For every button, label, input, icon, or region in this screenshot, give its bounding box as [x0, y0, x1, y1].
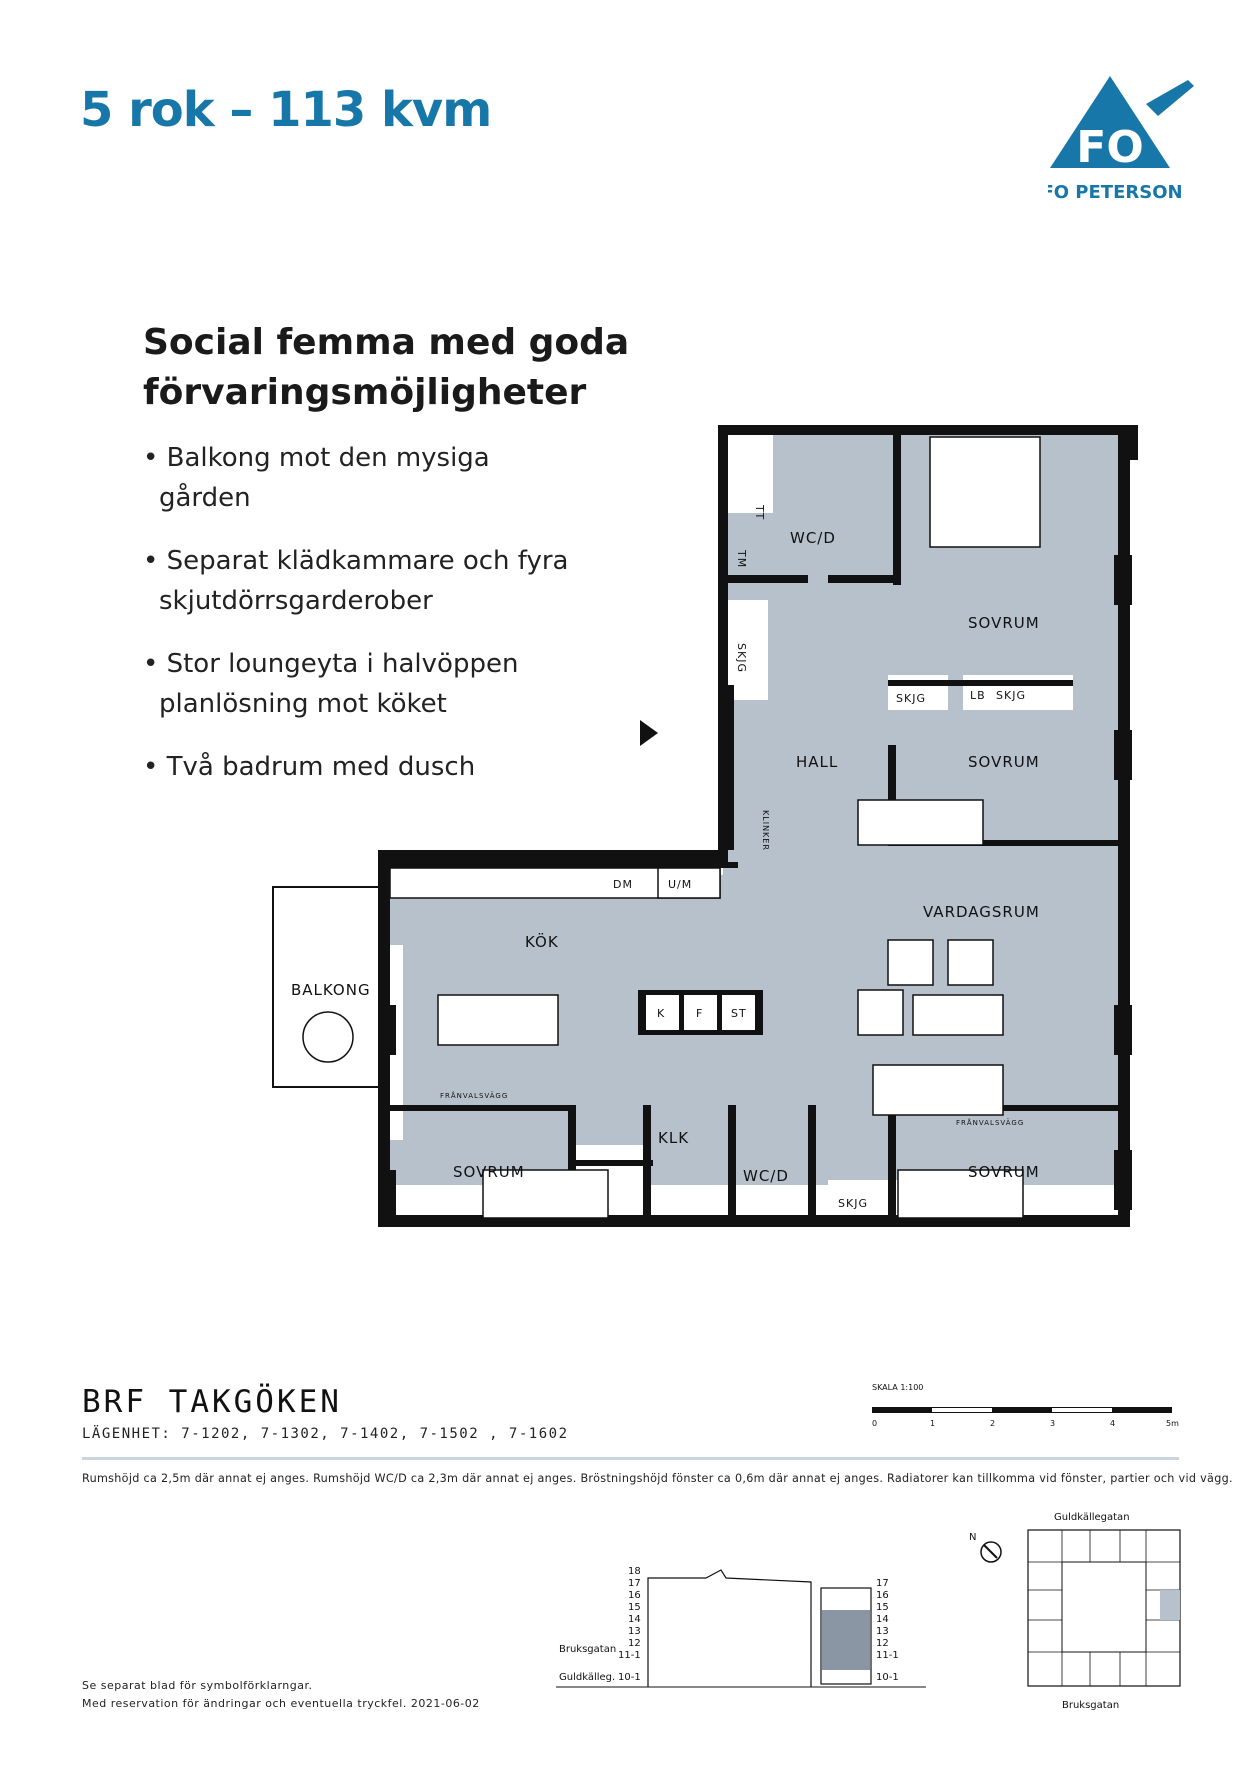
feature-item: • Stor loungeyta i halvöppen planlösning mot köket [143, 644, 583, 724]
street-bruksgatan: Bruksgatan [559, 1644, 617, 1655]
label-f: F [696, 1007, 704, 1020]
floor-right: 12 [876, 1638, 889, 1649]
label-tt: TT [753, 505, 766, 521]
label-sovrum-br: SOVRUM [968, 1163, 1040, 1181]
floor-left: 10-1 [618, 1672, 641, 1683]
scale-tick: 4 [1110, 1419, 1116, 1428]
feature-item: • Separat klädkammare och fyra skjutdörrsgarderober [143, 541, 583, 621]
label-franvalsvagg-left: FRÅNVALSVÄGG [440, 1092, 509, 1100]
label-um: U/M [668, 878, 693, 891]
floor-right: 13 [876, 1626, 889, 1637]
feature-item: • Balkong mot den mysiga gården [143, 438, 583, 518]
floor-left: 12 [628, 1638, 641, 1649]
floor-left: 14 [628, 1614, 641, 1625]
logo-letters: FO [1076, 122, 1144, 173]
label-skjg-bottom: SKJG [838, 1197, 868, 1210]
scale-tick: 1 [930, 1419, 936, 1428]
scale-tick: 5m [1166, 1419, 1179, 1428]
subtitle-line-1: Social femma med goda [143, 322, 630, 363]
scale-tick: 0 [872, 1419, 878, 1428]
floor-plan [268, 415, 1138, 1285]
page-subtitle [143, 318, 703, 418]
scale-tick: 2 [990, 1419, 996, 1428]
footer-notes [82, 1677, 480, 1713]
label-wc-top: WC/D [790, 529, 836, 547]
street-bottom: Bruksgatan [1062, 1700, 1120, 1711]
label-k: K [657, 1007, 666, 1020]
floor-right: 16 [876, 1590, 889, 1601]
scale-bar [872, 1380, 1192, 1440]
street-guldkalleg: Guldkälleg. [559, 1672, 616, 1683]
floor-left: 18 [628, 1566, 641, 1577]
floor-left: 17 [628, 1578, 641, 1589]
site-plan [1020, 1510, 1190, 1720]
label-skjg-mid: SKJG [896, 692, 926, 705]
floor-right: 11-1 [876, 1650, 899, 1661]
floor-right: 15 [876, 1602, 889, 1613]
floor-left: 16 [628, 1590, 641, 1601]
floor-right: 14 [876, 1614, 889, 1625]
north-arrow-icon [965, 1528, 1007, 1570]
subtitle-line-2: förvaringsmöjligheter [143, 372, 587, 413]
label-franvalsvagg-right: FRÅNVALSVÄGG [956, 1119, 1025, 1127]
feature-item: • Två badrum med dusch [143, 747, 583, 787]
label-lb: LB [970, 689, 986, 702]
scale-label: SKALA 1:100 [872, 1383, 924, 1392]
label-klinker: KLINKER [761, 810, 770, 851]
label-skjg-left: SKJG [735, 643, 748, 673]
project-name: BRF TAKGÖKEN [82, 1384, 342, 1420]
label-sovrum-bl: SOVRUM [453, 1163, 525, 1181]
label-skjg-right: SKJG [996, 689, 1026, 702]
divider [82, 1457, 1179, 1460]
label-balkong: BALKONG [291, 981, 371, 999]
floor-right: 10-1 [876, 1672, 899, 1683]
fo-peterson-logo [1048, 74, 1198, 209]
label-sovrum-mid: SOVRUM [968, 753, 1040, 771]
scale-tick: 3 [1050, 1419, 1056, 1428]
label-kok: KÖK [525, 933, 559, 951]
label-klk: KLK [658, 1129, 690, 1147]
label-sovrum-top: SOVRUM [968, 614, 1040, 632]
label-tm: TM [735, 550, 748, 569]
room-height-note: Rumshöjd ca 2,5m där annat ej anges. Rumshöjd WC/D ca 2,3m där annat ej anges. Bröstningshöjd fönster ca 0,6m där annat ej anges. Radiatorer kan tillkomma vid fönster, partier och vid vägg. [82, 1472, 1233, 1485]
street-top: Guldkällegatan [1054, 1512, 1130, 1523]
footer-line-1: Se separat blad för symbolförklarngar. [82, 1679, 313, 1692]
label-dm: DM [613, 878, 633, 891]
floor-left: 11-1 [618, 1650, 641, 1661]
floor-left: 15 [628, 1602, 641, 1613]
label-wc-bottom: WC/D [743, 1167, 789, 1185]
compass-north: N [969, 1532, 977, 1543]
unit-list: LÄGENHET: 7-1202, 7-1302, 7-1402, 7-1502 , 7-1602 [82, 1426, 569, 1442]
floor-left: 13 [628, 1626, 641, 1637]
label-hall: HALL [796, 753, 839, 771]
footer-line-2: Med reservation för ändringar och eventuella tryckfel. 2021-06-02 [82, 1697, 480, 1710]
label-vardagsrum: VARDAGSRUM [923, 903, 1040, 921]
building-section-diagram [556, 1560, 956, 1700]
logo-brand-name: FO PETERSON [1048, 182, 1183, 203]
headline: 5 rok – 113 kvm [80, 82, 492, 138]
floor-right: 17 [876, 1578, 889, 1589]
label-st: ST [731, 1007, 747, 1020]
